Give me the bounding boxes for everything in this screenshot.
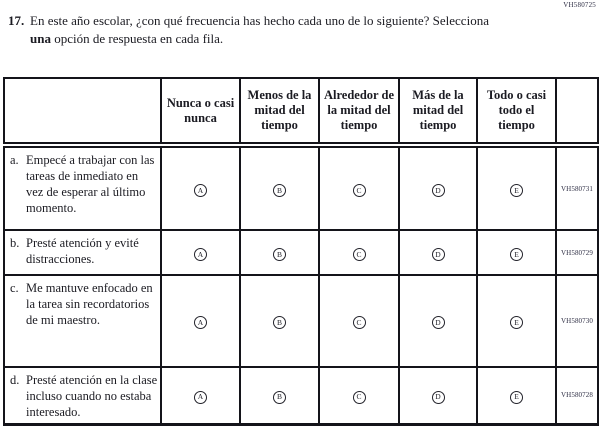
option-bubble-d[interactable]: D — [432, 391, 445, 404]
option-bubble-a[interactable]: A — [194, 316, 207, 329]
option-cell — [477, 367, 556, 424]
table-row — [4, 230, 598, 275]
option-cell — [477, 230, 556, 275]
option-bubble-c[interactable]: C — [353, 184, 366, 197]
option-bubble-b[interactable]: B — [273, 184, 286, 197]
row-stem — [4, 230, 161, 275]
option-bubble-b[interactable]: B — [273, 316, 286, 329]
row-stem — [4, 275, 161, 367]
question-block — [8, 12, 518, 48]
column-header-less-than-half: Menos de la mitad del tiempo — [240, 78, 319, 145]
row-letter: d. — [10, 373, 20, 387]
column-header-never: Nunca o casi nunca — [161, 78, 240, 145]
option-cell — [161, 145, 240, 230]
page-accession-code: VH580725 — [563, 1, 596, 9]
option-bubble-c[interactable]: C — [353, 391, 366, 404]
table-row — [4, 145, 598, 230]
option-bubble-e[interactable]: E — [510, 316, 523, 329]
question-bold-word: una — [30, 31, 51, 46]
option-cell — [319, 230, 399, 275]
row-text: Empecé a trabajar con las tareas de inmediato en vez de esperar al último momento. — [26, 153, 155, 215]
row-letter: a. — [10, 153, 19, 167]
option-cell — [240, 275, 319, 367]
option-bubble-e[interactable]: E — [510, 184, 523, 197]
question-number: 17. — [8, 13, 25, 28]
option-cell — [161, 275, 240, 367]
option-cell — [319, 275, 399, 367]
option-cell — [399, 145, 477, 230]
row-stem — [4, 367, 161, 424]
option-cell — [161, 230, 240, 275]
option-bubble-d[interactable]: D — [432, 316, 445, 329]
row-accession-code: VH580730 — [556, 275, 598, 367]
table-header-row — [4, 78, 598, 145]
option-cell — [161, 367, 240, 424]
option-bubble-b[interactable]: B — [273, 391, 286, 404]
frequency-table — [3, 77, 599, 426]
option-bubble-a[interactable]: A — [194, 248, 207, 261]
option-cell — [399, 367, 477, 424]
row-stem — [4, 145, 161, 230]
row-letter: b. — [10, 236, 20, 250]
row-letter: c. — [10, 281, 19, 295]
option-cell — [240, 367, 319, 424]
option-bubble-b[interactable]: B — [273, 248, 286, 261]
row-text: Presté atención y evité distracciones. — [26, 236, 139, 266]
option-bubble-e[interactable]: E — [510, 248, 523, 261]
option-cell — [399, 230, 477, 275]
option-cell — [319, 145, 399, 230]
row-text: Me mantuve enfocado en la tarea sin recordatorios de mi maestro. — [26, 281, 153, 327]
row-accession-code: VH580728 — [556, 367, 598, 424]
table-row — [4, 275, 598, 367]
column-header-all-the-time: Todo o casi todo el tiempo — [477, 78, 556, 145]
row-text: Presté atención en la clase incluso cuando no estaba interesado. — [26, 373, 158, 419]
option-bubble-a[interactable]: A — [194, 184, 207, 197]
option-bubble-c[interactable]: C — [353, 248, 366, 261]
option-cell — [319, 367, 399, 424]
stem-header-cell — [4, 78, 161, 145]
option-bubble-d[interactable]: D — [432, 184, 445, 197]
option-cell — [477, 145, 556, 230]
option-cell — [477, 275, 556, 367]
option-cell — [399, 275, 477, 367]
column-header-more-than-half: Más de la mitad del tiempo — [399, 78, 477, 145]
code-header-cell — [556, 78, 598, 145]
row-accession-code: VH580729 — [556, 230, 598, 275]
option-bubble-c[interactable]: C — [353, 316, 366, 329]
option-bubble-d[interactable]: D — [432, 248, 445, 261]
question-line1: En este año escolar, ¿con qué frecuencia has hecho cada uno de lo siguiente? Selecciona — [30, 13, 489, 28]
option-bubble-a[interactable]: A — [194, 391, 207, 404]
question-text — [30, 12, 500, 48]
table-row — [4, 367, 598, 424]
column-header-about-half: Alrededor de la mitad del tiempo — [319, 78, 399, 145]
option-cell — [240, 145, 319, 230]
question-line2: opción de respuesta en cada fila. — [50, 31, 224, 46]
option-cell — [240, 230, 319, 275]
row-accession-code: VH580731 — [556, 145, 598, 230]
option-bubble-e[interactable]: E — [510, 391, 523, 404]
